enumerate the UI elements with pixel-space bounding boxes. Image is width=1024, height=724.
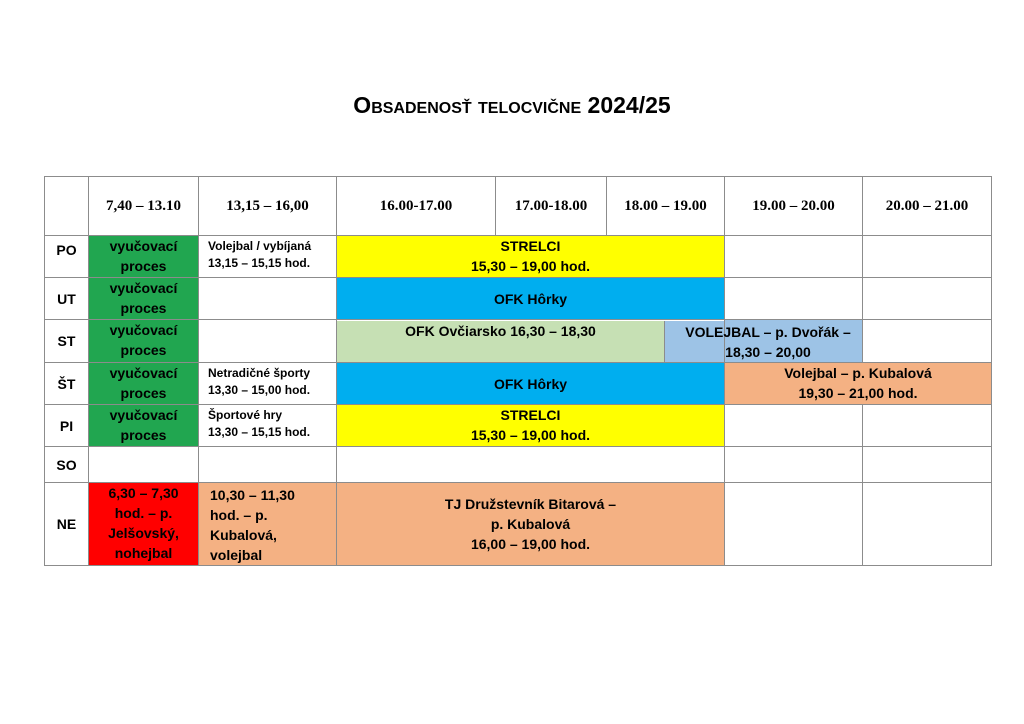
ofk-horky-cell: OFK Hôrky (337, 278, 725, 320)
row-ut (45, 278, 992, 320)
empty-cell (863, 405, 992, 447)
day-label: PI (45, 405, 89, 447)
activity-cell: Športové hry 13,30 – 15,15 hod. (199, 405, 337, 447)
empty-cell (199, 278, 337, 320)
tj-bitarova-cell: TJ Družstevník Bitarová – p. Kubalová 16,00 – 19,00 hod. (337, 483, 725, 566)
empty-cell (337, 447, 725, 483)
corner-cell (45, 177, 89, 236)
row-ne (45, 483, 992, 566)
volejbal-ne-cell: 10,30 – 11,30 hod. – p. Kubalová, volejbal (199, 483, 337, 566)
empty-cell (725, 483, 863, 566)
st-split-cell (337, 320, 725, 363)
empty-cell (863, 483, 992, 566)
header-row (45, 177, 992, 236)
empty-cell (725, 447, 863, 483)
empty-cell (725, 405, 863, 447)
empty-cell (199, 320, 337, 363)
col-header: 17.00-18.00 (496, 177, 607, 236)
row-pi (45, 405, 992, 447)
teaching-cell: vyučovací proces (89, 405, 199, 447)
ofk-horky-cell: OFK Hôrky (337, 363, 725, 405)
col-header: 7,40 – 13.10 (89, 177, 199, 236)
day-label: SO (45, 447, 89, 483)
row-st2 (45, 363, 992, 405)
teaching-cell: vyučovací proces (89, 320, 199, 363)
empty-cell (863, 236, 992, 278)
day-label: PO (45, 236, 89, 278)
ofk-ovciarsko-cell: OFK Ovčiarsko 16,30 – 18,30 (337, 321, 664, 362)
empty-cell (89, 447, 199, 483)
row-st (45, 320, 992, 363)
empty-cell (725, 278, 863, 320)
col-header: 19.00 – 20.00 (725, 177, 863, 236)
empty-cell (863, 320, 992, 363)
row-po (45, 236, 992, 278)
empty-cell (863, 447, 992, 483)
col-header: 13,15 – 16,00 (199, 177, 337, 236)
activity-cell: Netradičné športy 13,30 – 15,00 hod. (199, 363, 337, 405)
strelci-cell: STRELCI 15,30 – 19,00 hod. (337, 236, 725, 278)
day-label: ST (45, 320, 89, 363)
volejbal-kubalova-cell: Volejbal – p. Kubalová 19,30 – 21,00 hod. (725, 363, 992, 405)
row-so (45, 447, 992, 483)
empty-cell (863, 278, 992, 320)
day-label: ŠT (45, 363, 89, 405)
col-header: 18.00 – 19.00 (607, 177, 725, 236)
schedule-table (44, 176, 992, 566)
col-header: 16.00-17.00 (337, 177, 496, 236)
empty-cell (199, 447, 337, 483)
nohejbal-cell: 6,30 – 7,30 hod. – p. Jelšovský, nohejbal (89, 483, 199, 566)
empty-cell (725, 236, 863, 278)
volejbal-dvorak-cell: VOLEJBAL – p. Dvořák – 18,30 – 20,00 (725, 320, 863, 363)
teaching-cell: vyučovací proces (89, 236, 199, 278)
strelci-cell: STRELCI 15,30 – 19,00 hod. (337, 405, 725, 447)
col-header: 20.00 – 21.00 (863, 177, 992, 236)
activity-cell: Volejbal / vybíjaná 13,15 – 15,15 hod. (199, 236, 337, 278)
teaching-cell: vyučovací proces (89, 278, 199, 320)
teaching-cell: vyučovací proces (89, 363, 199, 405)
day-label: NE (45, 483, 89, 566)
day-label: UT (45, 278, 89, 320)
page-title: Obsadenosť telocvične 2024/25 (353, 92, 671, 118)
